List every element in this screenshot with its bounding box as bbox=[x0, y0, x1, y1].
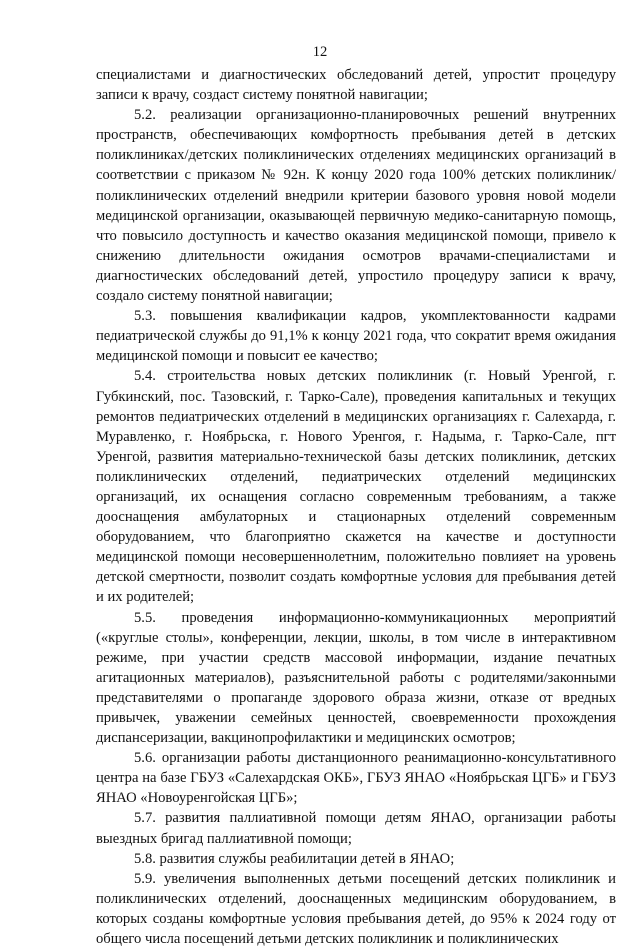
paragraph-continuation: специалистами и диагностических обследований детей, упростит процедуру записи к врачу, создаст систему понятной навигации; bbox=[96, 67, 616, 104]
paragraph-5-3: 5.3. повышения квалификации кадров, укомплектованности кадрами педиатрической службы до 91,1% к концу 2021 года, что сократит время ожидания медицинской помощи и повысит ее качество; bbox=[96, 308, 616, 365]
page-number: 12 bbox=[312, 44, 328, 60]
paragraph-5-2: 5.2. реализации организационно-планировочных решений внутренних пространств, обеспечивающих комфортность пребывания детей в детских поликлиниках/детских поликлинических отделениях медицинских организаций в соответствии с приказом № 92н. К концу 2020 года 100% детских поликлиник/поликлинических отделений внедрили критерии базового уровня новой модели медицинской организации, оказывающей первичную медико-санитарную помощь, что повысило доступность и качество оказания медицинской помощи, привело к снижению длительности ожидания осмотров врачами-специалистами и диагностических обследований детей, упростило процедуру записи к врачу, создало систему понятной навигации; bbox=[96, 107, 616, 305]
paragraph-5-7: 5.7. развития паллиативной помощи детям ЯНАО, организации работы выездных бригад паллиативной помощи; bbox=[96, 810, 616, 847]
paragraph-5-4: 5.4. строительства новых детских поликлиник (г. Новый Уренгой, г. Губкинский, пос. Тазовский, г. Тарко-Сале), проведения капитальных и текущих ремонтов педиатрических отделений в медицинских организациях г. Салехарда, г. Муравленко, г. Ноябрьска, г. Нового Уренгоя, г. Надыма, г. Тарко-Сале, пгт Уренгой, развития материально-технической базы детских поликлиник, детских поликлинических отделений, педиатрических отделений медицинских организаций, их оснащения согласно современным требованиям, а также дооснащения амбулаторных и стационарных отделений современным оборудованием, что благоприятно скажется на качестве и доступности медицинской помощи несовершеннолетним, положительно повлияет на уровень детской смертности, позволит создать комфортные условия для пребывания детей и их родителей; bbox=[96, 368, 616, 606]
paragraph-5-8: 5.8. развития службы реабилитации детей в ЯНАО; bbox=[134, 850, 455, 867]
document-body bbox=[96, 65, 616, 949]
paragraph-5-6: 5.6. организации работы дистанционного реанимационно-консультативного центра на базе ГБУЗ «Салехардская ОКБ», ГБУЗ ЯНАО «Ноябрьская ЦГБ» и ГБУЗ ЯНАО «Новоуренгойская ЦГБ»; bbox=[96, 750, 616, 807]
paragraph-5-5: 5.5. проведения информационно-коммуникационных мероприятий («круглые столы», конференции, лекции, школы, в том числе в интерактивном режиме, при участии средств массовой информации, издание печатных агитационных материалов), разъяснительной работы с родителями/законными представителями о пропаганде здорового образа жизни, отказе от вредных привычек, уважении семейных ценностей, своевременности прохождения диспансеризации, вакцинопрофилактики и медицинских осмотров; bbox=[96, 609, 616, 747]
paragraph-5-9: 5.9. увеличения выполненных детьми посещений детских поликлиник и поликлинических отделений, дооснащенных медицинским оборудованием, в которых созданы комфортные условия пребывания детей, до 95% к 2024 году от общего числа посещений детьми детских поликлиник и поликлинических bbox=[96, 870, 616, 948]
